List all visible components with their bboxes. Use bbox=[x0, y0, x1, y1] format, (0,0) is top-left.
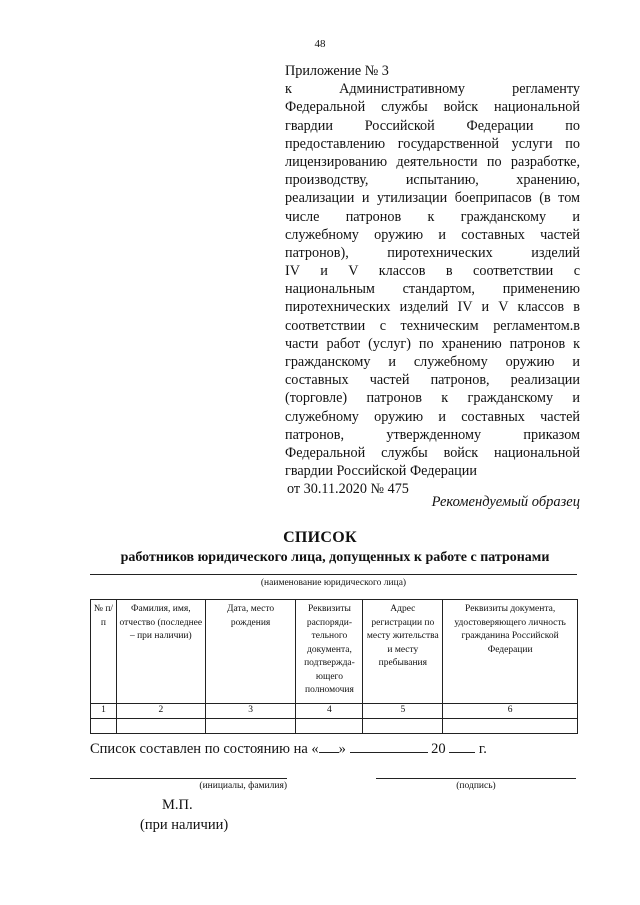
signature-caption: (подпись) bbox=[456, 781, 496, 791]
appendix-line: (торговле) патронов к гражданскому и bbox=[285, 390, 580, 407]
appendix-line: пиротехнических изделий IV и V классов в bbox=[285, 299, 580, 316]
header-number: № п/п bbox=[91, 600, 117, 704]
status-prefix: Список составлен по состоянию на « bbox=[90, 741, 319, 757]
appendix-line: Федеральной службы войск национальной bbox=[285, 444, 580, 461]
status-day-close: » bbox=[338, 741, 346, 757]
status-year-suffix: г. bbox=[478, 741, 487, 757]
appendix-line: служебному оружию и составных частей bbox=[285, 408, 580, 425]
appendix-line: патронов), пиротехнических изделий bbox=[285, 244, 580, 261]
appendix-order-date: от 30.11.2020 № 475 bbox=[287, 481, 409, 498]
appendix-line: к Административному регламенту bbox=[285, 81, 580, 98]
appendix-line: гвардии Российской Федерации bbox=[285, 463, 477, 480]
day-blank bbox=[319, 738, 339, 753]
appendix-header bbox=[285, 62, 580, 499]
header-address: Адрес регистрации по месту жительства и месту пребывания bbox=[363, 600, 443, 704]
appendix-title: Приложение № 3 bbox=[285, 63, 389, 79]
month-blank bbox=[350, 738, 428, 753]
stamp-block bbox=[140, 795, 228, 835]
appendix-line: производству, испытанию, хранению, bbox=[285, 172, 580, 189]
column-number: 5 bbox=[363, 704, 443, 719]
table-cell bbox=[363, 718, 443, 733]
initials-caption: (инициалы, фамилия) bbox=[199, 781, 287, 791]
entity-name-line bbox=[90, 574, 577, 575]
appendix-line: части работ (услуг) по хранению патронов к bbox=[285, 335, 580, 352]
column-number-row bbox=[91, 704, 578, 719]
appendix-line: реализации и утилизации боеприпасов (в том bbox=[285, 190, 580, 207]
status-date-line bbox=[90, 738, 487, 758]
column-number: 1 bbox=[91, 704, 117, 719]
table-cell bbox=[443, 718, 578, 733]
page-number: 48 bbox=[314, 38, 326, 50]
appendix-line: патронов, утвержденному приказом bbox=[285, 426, 580, 443]
appendix-line: Федеральной службы войск национальной bbox=[285, 99, 580, 116]
stamp-note: (при наличии) bbox=[140, 817, 229, 833]
year-blank bbox=[449, 738, 475, 753]
column-number: 4 bbox=[296, 704, 363, 719]
workers-table bbox=[90, 599, 578, 734]
table-cell bbox=[296, 718, 363, 733]
appendix-line: служебному оружию и составных частей bbox=[285, 226, 580, 243]
initials-line bbox=[90, 778, 287, 779]
table-header-row bbox=[91, 600, 578, 704]
document-title: СПИСОК bbox=[283, 529, 357, 546]
column-number: 2 bbox=[116, 704, 205, 719]
table-cell bbox=[205, 718, 296, 733]
table-cell bbox=[91, 718, 117, 733]
appendix-line: предоставлению государственной услуги по bbox=[285, 135, 580, 152]
entity-name-caption: (наименование юридического лица) bbox=[260, 578, 407, 588]
appendix-line: числе патронов к гражданскому и bbox=[285, 208, 580, 225]
header-authority-document: Реквизиты распоряди-тельного документа, подтвержда-ющего полномочия bbox=[296, 600, 363, 704]
appendix-line: национальным стандартом, применению bbox=[285, 281, 580, 298]
signature-line bbox=[376, 778, 576, 779]
column-number: 3 bbox=[205, 704, 296, 719]
header-identity-document: Реквизиты документа, удостоверяющего личность гражданина Российской Федерации bbox=[443, 600, 578, 704]
appendix-line: лицензированию деятельности по разработке, bbox=[285, 153, 580, 170]
appendix-line: гражданскому и служебному оружию и bbox=[285, 354, 580, 370]
table-cell bbox=[116, 718, 205, 733]
appendix-line: составных частей патронов, реализации bbox=[285, 372, 580, 389]
status-year-prefix: 20 bbox=[431, 741, 446, 757]
header-full-name: Фамилия, имя, отчество (последнее – при наличии) bbox=[116, 600, 205, 704]
document-subtitle: работников юридического лица, допущенных к работе с патронами bbox=[120, 550, 550, 565]
appendix-line: соответствии с техническим регламентом.в bbox=[285, 317, 580, 334]
header-birth: Дата, место рождения bbox=[205, 600, 296, 704]
column-number: 6 bbox=[443, 704, 578, 719]
recommended-sample-label: Рекомендуемый образец bbox=[431, 494, 580, 510]
table-row bbox=[91, 718, 578, 733]
appendix-line: гвардии Российской Федерации по bbox=[285, 117, 580, 134]
appendix-line: IV и V классов в соответствии с bbox=[285, 263, 580, 280]
stamp-mp: М.П. bbox=[162, 797, 193, 813]
